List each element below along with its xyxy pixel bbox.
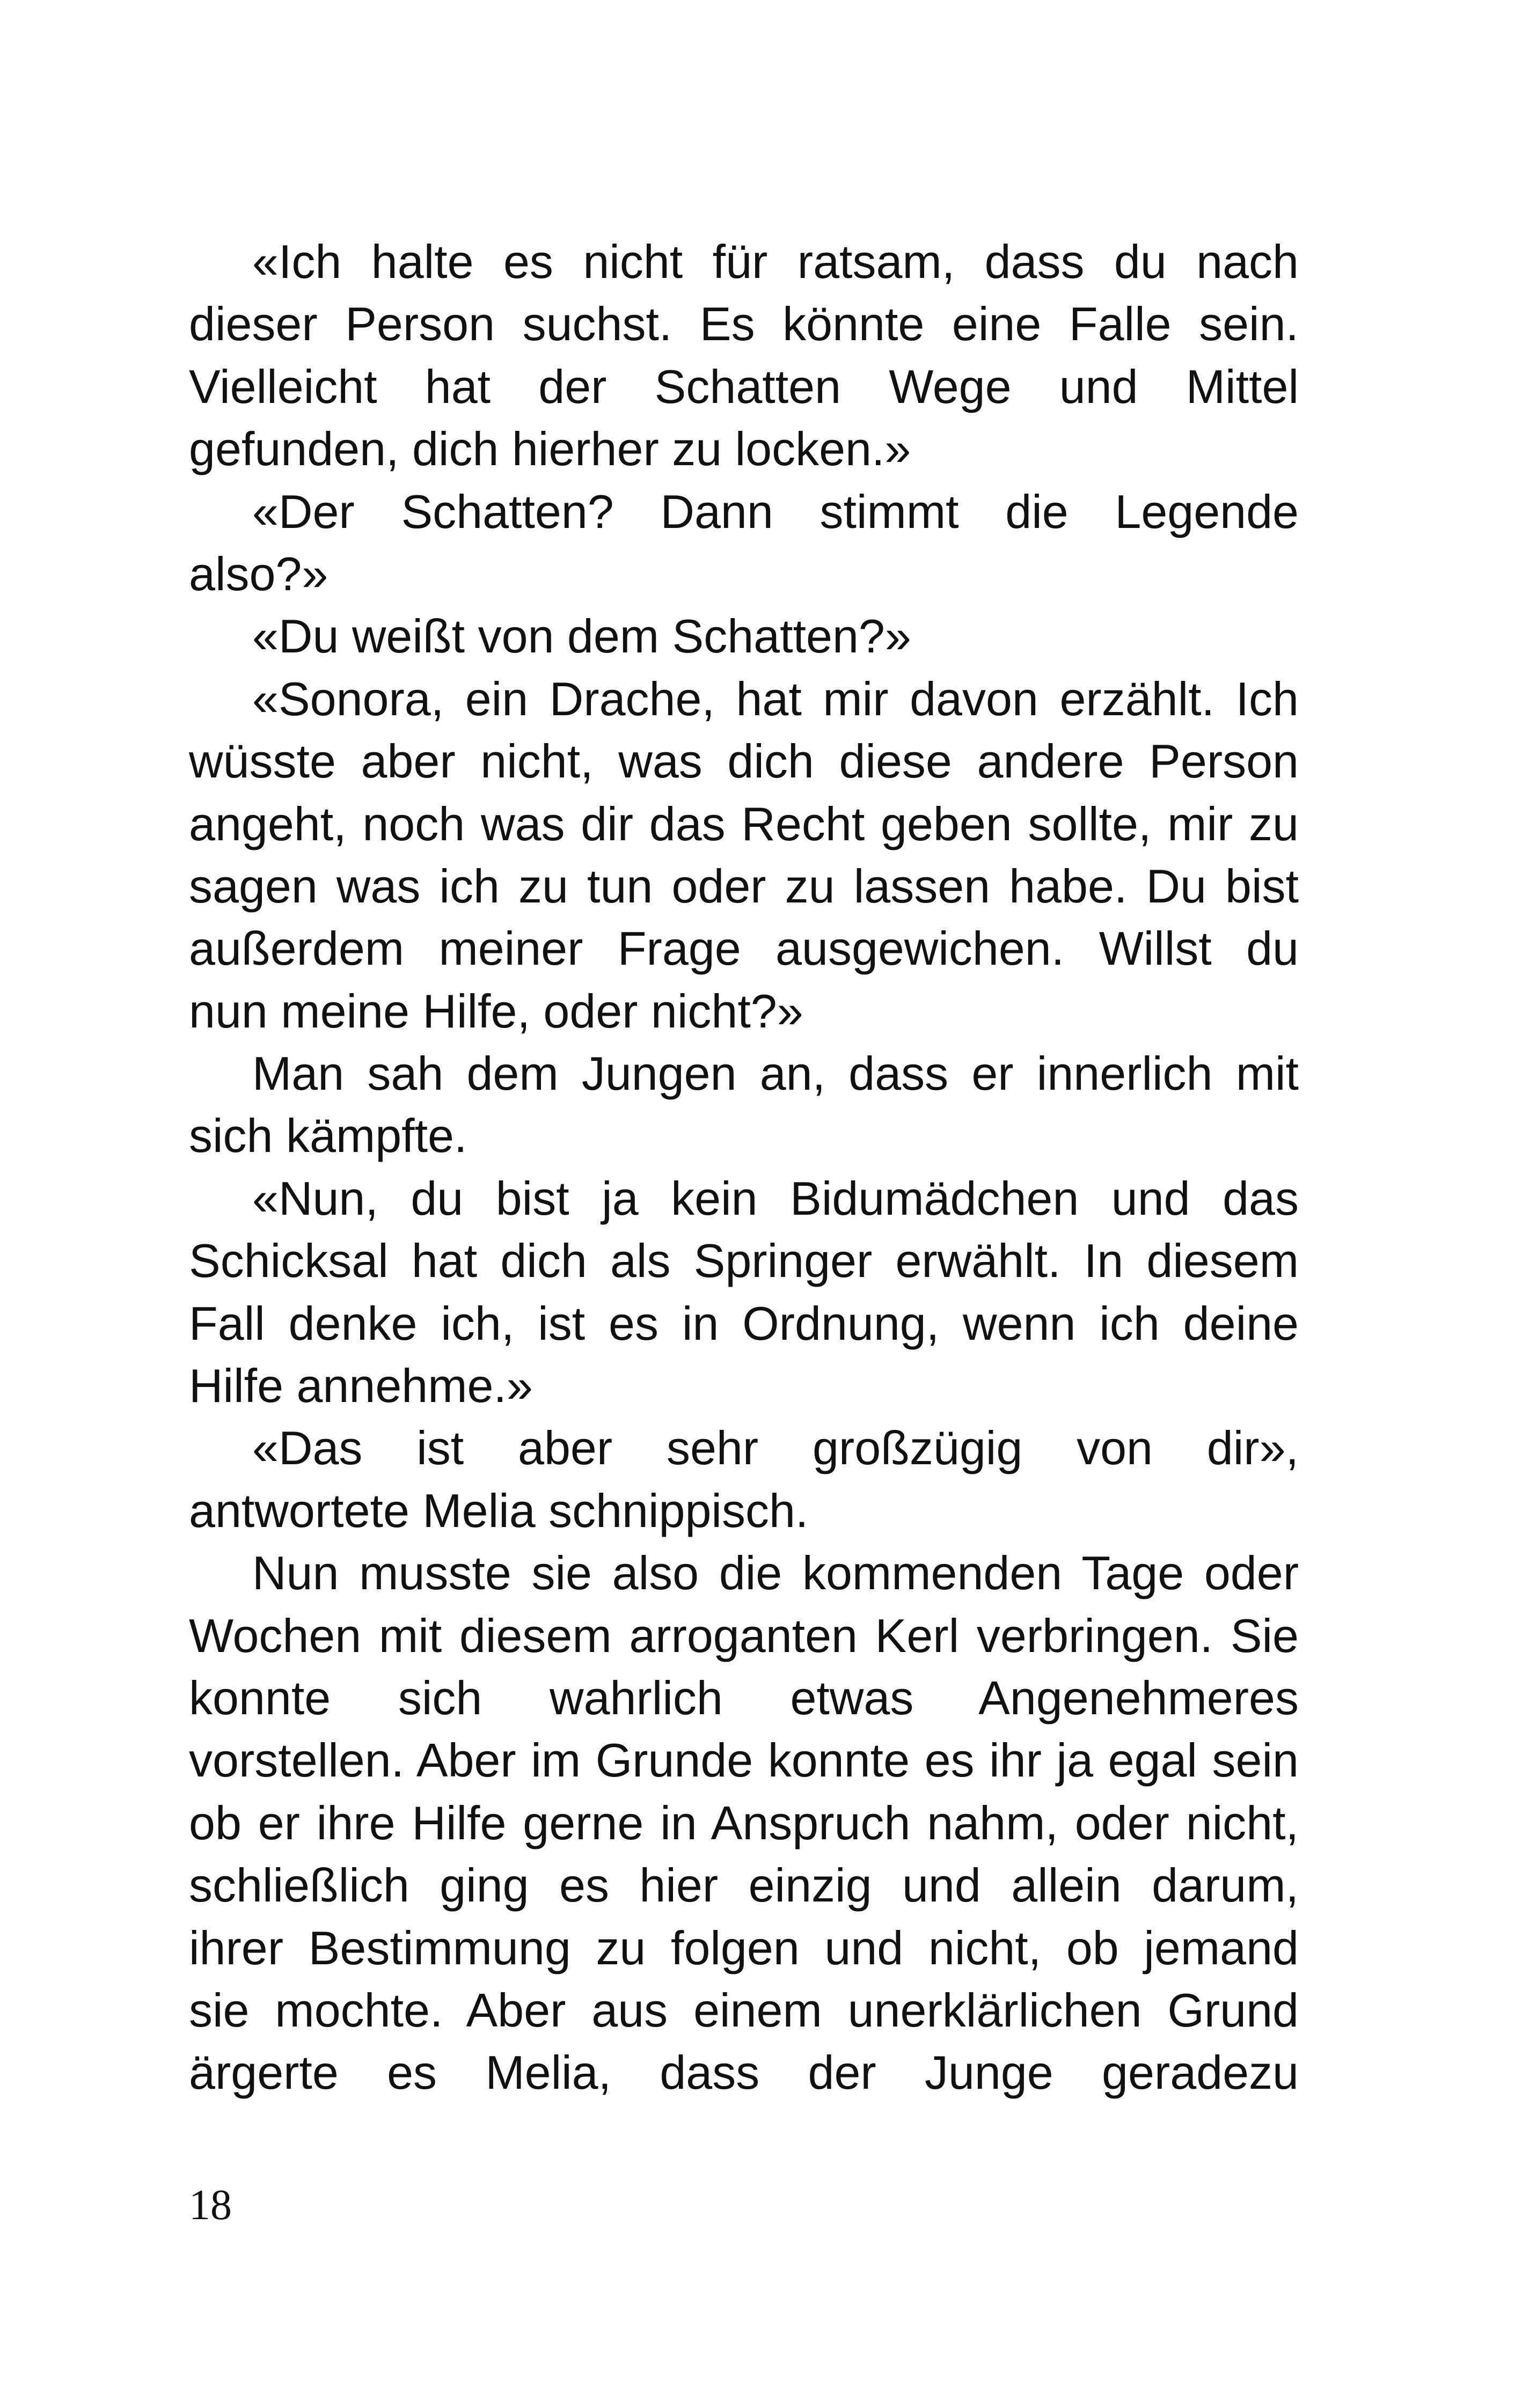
text-line: dieser Person suchst. Es könnte eine Falle sein. [189, 297, 1299, 351]
text-line: angeht, noch was dir das Recht geben sollte, mir zu [189, 797, 1299, 850]
text-line: also?» [189, 547, 328, 600]
body-text [189, 231, 1299, 2104]
text-line: sich kämpfte. [189, 1109, 467, 1163]
text-line: konnte sich wahrlich etwas Angenehmeres [189, 1671, 1299, 1724]
text-line: schließlich ging es hier einzig und allein darum, [189, 1859, 1299, 1912]
text-line: Schicksal hat dich als Springer erwählt. In diesem [189, 1234, 1299, 1288]
text-line: Man sah dem Jungen an, dass er innerlich mit [252, 1047, 1299, 1100]
text-line: gefunden, dich hierher zu locken.» [189, 422, 911, 476]
text-line: Nun musste sie also die kommenden Tage oder [252, 1546, 1299, 1600]
text-line: ärgerte es Melia, dass der Junge geradezu [189, 2046, 1299, 2099]
text-line: «Der Schatten? Dann stimmt die Legende [252, 484, 1299, 538]
text-line: Vielleicht hat der Schatten Wege und Mittel [189, 359, 1299, 413]
text-line: nun meine Hilfe, oder nicht?» [189, 984, 803, 1038]
text-line: sie mochte. Aber aus einem unerklärlichen Grund [189, 1983, 1299, 2037]
text-line: antwortete Melia schnippisch. [189, 1484, 809, 1537]
text-line: «Nun, du bist ja kein Bidumädchen und das [252, 1171, 1299, 1225]
page-number: 18 [189, 2182, 232, 2229]
text-line: ihrer Bestimmung zu folgen und nicht, ob jemand [189, 1921, 1299, 1974]
text-line: außerdem meiner Frage ausgewichen. Willst du [189, 922, 1299, 975]
text-line: Fall denke ich, ist es in Ordnung, wenn ich deine [189, 1296, 1299, 1350]
text-line: vorstellen. Aber im Grunde konnte es ihr ja egal sein [189, 1734, 1299, 1787]
text-line: «Du weißt von dem Schatten?» [252, 610, 911, 663]
text-line: Wochen mit diesem arroganten Kerl verbringen. Sie [189, 1609, 1299, 1662]
text-line: «Ich halte es nicht für ratsam, dass du nach [252, 235, 1299, 288]
text-line: Hilfe annehme.» [189, 1359, 533, 1413]
text-line: ob er ihre Hilfe gerne in Anspruch nahm, oder nicht, [189, 1796, 1299, 1849]
text-line: wüsste aber nicht, was dich diese andere Person [189, 735, 1299, 788]
text-line: «Das ist aber sehr großzügig von dir», [252, 1421, 1299, 1475]
text-line: sagen was ich zu tun oder zu lassen habe. Du bist [189, 859, 1299, 913]
text-line: «Sonora, ein Drache, hat mir davon erzählt. Ich [252, 672, 1299, 725]
